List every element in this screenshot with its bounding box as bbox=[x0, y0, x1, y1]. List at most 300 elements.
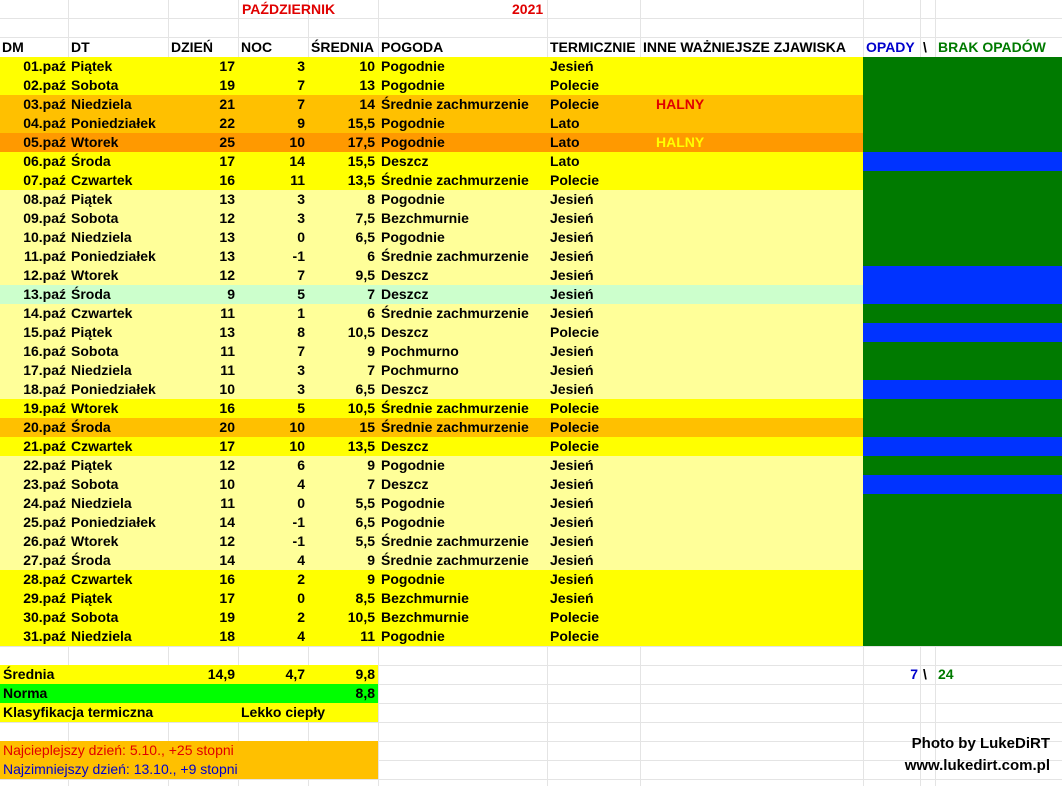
weekday-cell[interactable]: Niedziela bbox=[71, 495, 132, 511]
header-dm[interactable]: DM bbox=[2, 39, 24, 55]
header-norain[interactable]: BRAK OPADÓW bbox=[938, 39, 1046, 55]
other-phenomena-cell[interactable] bbox=[643, 418, 863, 437]
thermal-cell[interactable]: Polecie bbox=[550, 324, 600, 340]
other-phenomena-cell[interactable] bbox=[643, 551, 863, 570]
precipitation-cell-rain[interactable] bbox=[863, 475, 1062, 494]
weather-cell[interactable]: Średnie zachmurzenie bbox=[381, 96, 529, 112]
header-day[interactable]: DZIEŃ bbox=[171, 39, 213, 55]
day-temp-cell[interactable]: 20 bbox=[219, 419, 235, 435]
date-cell[interactable]: 18.paź bbox=[23, 381, 66, 397]
day-temp-cell[interactable]: 9 bbox=[227, 286, 235, 302]
other-phenomena-cell[interactable] bbox=[643, 608, 863, 627]
precipitation-cell-rain[interactable] bbox=[863, 285, 1062, 304]
other-phenomena-cell[interactable] bbox=[643, 380, 863, 399]
day-temp-cell[interactable]: 16 bbox=[219, 400, 235, 416]
date-cell[interactable]: 15.paź bbox=[23, 324, 66, 340]
other-phenomena-cell[interactable] bbox=[643, 114, 863, 133]
night-temp-cell[interactable]: 10 bbox=[289, 438, 305, 454]
other-phenomena-cell[interactable] bbox=[643, 209, 863, 228]
norm-value[interactable]: 8,8 bbox=[355, 685, 375, 701]
night-temp-cell[interactable]: -1 bbox=[292, 248, 305, 264]
other-phenomena-cell[interactable] bbox=[643, 57, 863, 76]
table-row[interactable] bbox=[0, 475, 1062, 494]
average-avg[interactable]: 9,8 bbox=[355, 666, 375, 682]
night-temp-cell[interactable]: -1 bbox=[292, 533, 305, 549]
date-cell[interactable]: 06.paź bbox=[23, 153, 66, 169]
table-row[interactable] bbox=[0, 589, 1062, 608]
night-temp-cell[interactable]: 5 bbox=[297, 286, 305, 302]
precipitation-cell-dry[interactable] bbox=[863, 361, 1062, 380]
weather-cell[interactable]: Deszcz bbox=[381, 286, 429, 302]
night-temp-cell[interactable]: 4 bbox=[297, 552, 305, 568]
avg-temp-cell[interactable]: 13,5 bbox=[347, 438, 375, 454]
day-temp-cell[interactable]: 12 bbox=[219, 457, 235, 473]
thermal-cell[interactable]: Jesień bbox=[550, 495, 594, 511]
other-phenomena-cell[interactable] bbox=[643, 589, 863, 608]
date-cell[interactable]: 21.paź bbox=[23, 438, 66, 454]
other-phenomena-cell[interactable] bbox=[643, 361, 863, 380]
precipitation-cell-dry[interactable] bbox=[863, 342, 1062, 361]
thermal-cell[interactable]: Polecie bbox=[550, 419, 600, 435]
day-temp-cell[interactable]: 21 bbox=[219, 96, 235, 112]
weekday-cell[interactable]: Piątek bbox=[71, 191, 113, 207]
night-temp-cell[interactable]: 0 bbox=[297, 229, 305, 245]
day-temp-cell[interactable]: 16 bbox=[219, 571, 235, 587]
thermal-cell[interactable]: Polecie bbox=[550, 77, 600, 93]
date-cell[interactable]: 30.paź bbox=[23, 609, 66, 625]
weather-cell[interactable]: Deszcz bbox=[381, 324, 429, 340]
header-thermal[interactable]: TERMICZNIE bbox=[550, 39, 636, 55]
day-temp-cell[interactable]: 17 bbox=[219, 58, 235, 74]
table-row[interactable] bbox=[0, 266, 1062, 285]
night-temp-cell[interactable]: 2 bbox=[297, 571, 305, 587]
avg-temp-cell[interactable]: 17,5 bbox=[347, 134, 375, 150]
day-temp-cell[interactable]: 17 bbox=[219, 153, 235, 169]
other-phenomena-cell[interactable] bbox=[643, 627, 863, 646]
night-temp-cell[interactable]: 3 bbox=[297, 381, 305, 397]
thermal-cell[interactable]: Jesień bbox=[550, 305, 594, 321]
avg-temp-cell[interactable]: 13 bbox=[359, 77, 375, 93]
table-row[interactable] bbox=[0, 456, 1062, 475]
weekday-cell[interactable]: Poniedziałek bbox=[71, 381, 156, 397]
precipitation-cell-rain[interactable] bbox=[863, 437, 1062, 456]
header-dt[interactable]: DT bbox=[71, 39, 90, 55]
day-temp-cell[interactable]: 11 bbox=[220, 343, 235, 359]
weekday-cell[interactable]: Wtorek bbox=[71, 134, 119, 150]
day-temp-cell[interactable]: 25 bbox=[219, 134, 235, 150]
precipitation-cell-dry[interactable] bbox=[863, 551, 1062, 570]
thermal-cell[interactable]: Lato bbox=[550, 115, 580, 131]
day-temp-cell[interactable]: 22 bbox=[219, 115, 235, 131]
other-phenomena-cell[interactable] bbox=[643, 152, 863, 171]
table-row[interactable] bbox=[0, 304, 1062, 323]
date-cell[interactable]: 17.paź bbox=[23, 362, 66, 378]
night-temp-cell[interactable]: 3 bbox=[297, 58, 305, 74]
day-temp-cell[interactable]: 14 bbox=[219, 514, 235, 530]
weather-cell[interactable]: Pogodnie bbox=[381, 58, 445, 74]
day-temp-cell[interactable]: 19 bbox=[219, 77, 235, 93]
table-row[interactable] bbox=[0, 152, 1062, 171]
date-cell[interactable]: 10.paź bbox=[23, 229, 66, 245]
weekday-cell[interactable]: Piątek bbox=[71, 324, 113, 340]
day-temp-cell[interactable]: 17 bbox=[219, 590, 235, 606]
precipitation-cell-dry[interactable] bbox=[863, 228, 1062, 247]
avg-temp-cell[interactable]: 6 bbox=[367, 248, 375, 264]
date-cell[interactable]: 20.paź bbox=[23, 419, 66, 435]
table-row[interactable] bbox=[0, 418, 1062, 437]
table-row[interactable] bbox=[0, 399, 1062, 418]
weather-cell[interactable]: Pochmurno bbox=[381, 343, 459, 359]
weather-cell[interactable]: Średnie zachmurzenie bbox=[381, 533, 529, 549]
other-phenomena-cell[interactable] bbox=[643, 456, 863, 475]
night-temp-cell[interactable]: 8 bbox=[297, 324, 305, 340]
weather-cell[interactable]: Pogodnie bbox=[381, 571, 445, 587]
day-temp-cell[interactable]: 13 bbox=[219, 248, 235, 264]
other-phenomena-cell[interactable] bbox=[643, 76, 863, 95]
night-temp-cell[interactable]: 6 bbox=[297, 457, 305, 473]
date-cell[interactable]: 27.paź bbox=[23, 552, 66, 568]
weather-cell[interactable]: Bezchmurnie bbox=[381, 590, 469, 606]
table-row[interactable] bbox=[0, 133, 1062, 152]
weekday-cell[interactable]: Środa bbox=[71, 153, 111, 169]
thermal-cell[interactable]: Polecie bbox=[550, 400, 600, 416]
night-temp-cell[interactable]: 4 bbox=[297, 628, 305, 644]
night-temp-cell[interactable]: 7 bbox=[297, 343, 305, 359]
header-other[interactable]: INNE WAŻNIEJSZE ZJAWISKA bbox=[643, 39, 847, 55]
other-phenomena-cell[interactable] bbox=[643, 190, 863, 209]
other-phenomena-cell[interactable] bbox=[643, 437, 863, 456]
other-phenomena-cell[interactable] bbox=[643, 171, 863, 190]
weather-cell[interactable]: Pogodnie bbox=[381, 495, 445, 511]
precipitation-cell-dry[interactable] bbox=[863, 627, 1062, 646]
avg-temp-cell[interactable]: 9 bbox=[367, 457, 375, 473]
other-phenomena-cell[interactable] bbox=[643, 399, 863, 418]
thermal-cell[interactable]: Jesień bbox=[550, 229, 594, 245]
avg-temp-cell[interactable]: 15,5 bbox=[347, 153, 375, 169]
thermal-cell[interactable]: Jesień bbox=[550, 248, 594, 264]
weekday-cell[interactable]: Niedziela bbox=[71, 96, 132, 112]
avg-temp-cell[interactable]: 9,5 bbox=[355, 267, 375, 283]
date-cell[interactable]: 31.paź bbox=[23, 628, 66, 644]
table-row[interactable] bbox=[0, 380, 1062, 399]
precipitation-cell-dry[interactable] bbox=[863, 456, 1062, 475]
precipitation-cell-dry[interactable] bbox=[863, 209, 1062, 228]
night-temp-cell[interactable]: 4 bbox=[297, 476, 305, 492]
precipitation-cell-dry[interactable] bbox=[863, 513, 1062, 532]
header-night[interactable]: NOC bbox=[241, 39, 273, 55]
weather-cell[interactable]: Średnie zachmurzenie bbox=[381, 552, 529, 568]
date-cell[interactable]: 03.paź bbox=[23, 96, 66, 112]
day-temp-cell[interactable]: 16 bbox=[219, 172, 235, 188]
night-temp-cell[interactable]: -1 bbox=[292, 514, 305, 530]
table-row[interactable] bbox=[0, 247, 1062, 266]
date-cell[interactable]: 02.paź bbox=[23, 77, 66, 93]
precipitation-cell-dry[interactable] bbox=[863, 532, 1062, 551]
avg-temp-cell[interactable]: 10,5 bbox=[347, 400, 375, 416]
table-row[interactable] bbox=[0, 209, 1062, 228]
date-cell[interactable]: 29.paź bbox=[23, 590, 66, 606]
table-row[interactable] bbox=[0, 532, 1062, 551]
table-row[interactable] bbox=[0, 57, 1062, 76]
table-row[interactable] bbox=[0, 323, 1062, 342]
other-phenomena-cell[interactable] bbox=[643, 323, 863, 342]
weather-cell[interactable]: Pogodnie bbox=[381, 115, 445, 131]
other-phenomena-cell[interactable] bbox=[643, 513, 863, 532]
weekday-cell[interactable]: Wtorek bbox=[71, 533, 119, 549]
day-temp-cell[interactable]: 19 bbox=[219, 609, 235, 625]
avg-temp-cell[interactable]: 7 bbox=[367, 362, 375, 378]
thermal-cell[interactable]: Jesień bbox=[550, 191, 594, 207]
table-row[interactable] bbox=[0, 171, 1062, 190]
night-temp-cell[interactable]: 7 bbox=[297, 96, 305, 112]
weather-cell[interactable]: Deszcz bbox=[381, 476, 429, 492]
thermal-cell[interactable]: Jesień bbox=[550, 514, 594, 530]
avg-temp-cell[interactable]: 15,5 bbox=[347, 115, 375, 131]
weekday-cell[interactable]: Sobota bbox=[71, 476, 119, 492]
table-row[interactable] bbox=[0, 551, 1062, 570]
weather-cell[interactable]: Średnie zachmurzenie bbox=[381, 419, 529, 435]
weekday-cell[interactable]: Sobota bbox=[71, 343, 119, 359]
date-cell[interactable]: 26.paź bbox=[23, 533, 66, 549]
thermal-cell[interactable]: Jesień bbox=[550, 210, 594, 226]
date-cell[interactable]: 11.paź bbox=[23, 248, 66, 264]
date-cell[interactable]: 09.paź bbox=[23, 210, 66, 226]
night-temp-cell[interactable]: 0 bbox=[297, 590, 305, 606]
thermal-cell[interactable]: Jesień bbox=[550, 286, 594, 302]
header-rain[interactable]: OPADY bbox=[866, 39, 915, 55]
avg-temp-cell[interactable]: 10 bbox=[359, 58, 375, 74]
weather-cell[interactable]: Bezchmurnie bbox=[381, 609, 469, 625]
date-cell[interactable]: 24.paź bbox=[23, 495, 66, 511]
date-cell[interactable]: 23.paź bbox=[23, 476, 66, 492]
weather-cell[interactable]: Pogodnie bbox=[381, 229, 445, 245]
thermal-cell[interactable]: Lato bbox=[550, 153, 580, 169]
table-row[interactable] bbox=[0, 76, 1062, 95]
day-temp-cell[interactable]: 13 bbox=[219, 191, 235, 207]
precipitation-cell-dry[interactable] bbox=[863, 76, 1062, 95]
thermal-cell[interactable]: Jesień bbox=[550, 267, 594, 283]
avg-temp-cell[interactable]: 10,5 bbox=[347, 324, 375, 340]
weekday-cell[interactable]: Niedziela bbox=[71, 628, 132, 644]
avg-temp-cell[interactable]: 14 bbox=[359, 96, 375, 112]
weather-cell[interactable]: Średnie zachmurzenie bbox=[381, 305, 529, 321]
weather-cell[interactable]: Średnie zachmurzenie bbox=[381, 248, 529, 264]
thermal-cell[interactable]: Jesień bbox=[550, 533, 594, 549]
other-phenomena-cell[interactable] bbox=[643, 266, 863, 285]
precipitation-cell-dry[interactable] bbox=[863, 494, 1062, 513]
avg-temp-cell[interactable]: 13,5 bbox=[347, 172, 375, 188]
weekday-cell[interactable]: Sobota bbox=[71, 609, 119, 625]
table-row[interactable] bbox=[0, 190, 1062, 209]
date-cell[interactable]: 19.paź bbox=[23, 400, 66, 416]
classification-value[interactable]: Lekko ciepły bbox=[241, 704, 326, 720]
day-temp-cell[interactable]: 14 bbox=[219, 552, 235, 568]
other-phenomena-cell[interactable]: HALNY bbox=[656, 96, 705, 112]
table-row[interactable] bbox=[0, 570, 1062, 589]
night-temp-cell[interactable]: 10 bbox=[289, 419, 305, 435]
precipitation-cell-dry[interactable] bbox=[863, 114, 1062, 133]
header-avg[interactable]: ŚREDNIA bbox=[311, 39, 375, 55]
date-cell[interactable]: 16.paź bbox=[23, 343, 66, 359]
night-temp-cell[interactable]: 9 bbox=[297, 115, 305, 131]
date-cell[interactable]: 04.paź bbox=[23, 115, 66, 131]
avg-temp-cell[interactable]: 6,5 bbox=[355, 381, 375, 397]
night-temp-cell[interactable]: 11 bbox=[290, 172, 305, 188]
weather-cell[interactable]: Pogodnie bbox=[381, 134, 445, 150]
precipitation-cell-dry[interactable] bbox=[863, 95, 1062, 114]
thermal-cell[interactable]: Jesień bbox=[550, 457, 594, 473]
other-phenomena-cell[interactable]: HALNY bbox=[656, 134, 705, 150]
weekday-cell[interactable]: Sobota bbox=[71, 210, 119, 226]
weather-cell[interactable]: Pogodnie bbox=[381, 628, 445, 644]
weather-cell[interactable]: Średnie zachmurzenie bbox=[381, 400, 529, 416]
day-temp-cell[interactable]: 12 bbox=[219, 210, 235, 226]
other-phenomena-cell[interactable] bbox=[643, 304, 863, 323]
night-temp-cell[interactable]: 3 bbox=[297, 191, 305, 207]
other-phenomena-cell[interactable] bbox=[643, 342, 863, 361]
header-weather[interactable]: POGODA bbox=[381, 39, 444, 55]
weather-cell[interactable]: Pogodnie bbox=[381, 514, 445, 530]
weekday-cell[interactable]: Piątek bbox=[71, 590, 113, 606]
night-temp-cell[interactable]: 0 bbox=[297, 495, 305, 511]
weekday-cell[interactable]: Środa bbox=[71, 419, 111, 435]
thermal-cell[interactable]: Polecie bbox=[550, 172, 600, 188]
night-temp-cell[interactable]: 5 bbox=[297, 400, 305, 416]
date-cell[interactable]: 25.paź bbox=[23, 514, 66, 530]
precipitation-cell-dry[interactable] bbox=[863, 418, 1062, 437]
date-cell[interactable]: 28.paź bbox=[23, 571, 66, 587]
precipitation-cell-dry[interactable] bbox=[863, 57, 1062, 76]
thermal-cell[interactable]: Jesień bbox=[550, 362, 594, 378]
date-cell[interactable]: 07.paź bbox=[23, 172, 66, 188]
table-row[interactable] bbox=[0, 285, 1062, 304]
thermal-cell[interactable]: Lato bbox=[550, 134, 580, 150]
date-cell[interactable]: 08.paź bbox=[23, 191, 66, 207]
precipitation-cell-dry[interactable] bbox=[863, 304, 1062, 323]
avg-temp-cell[interactable]: 9 bbox=[367, 343, 375, 359]
weather-cell[interactable]: Pogodnie bbox=[381, 77, 445, 93]
table-row[interactable] bbox=[0, 437, 1062, 456]
night-temp-cell[interactable]: 7 bbox=[297, 267, 305, 283]
weekday-cell[interactable]: Poniedziałek bbox=[71, 115, 156, 131]
thermal-cell[interactable]: Jesień bbox=[550, 590, 594, 606]
weekday-cell[interactable]: Poniedziałek bbox=[71, 514, 156, 530]
weekday-cell[interactable]: Czwartek bbox=[71, 305, 133, 321]
weekday-cell[interactable]: Wtorek bbox=[71, 400, 119, 416]
weather-cell[interactable]: Bezchmurnie bbox=[381, 210, 469, 226]
day-temp-cell[interactable]: 10 bbox=[219, 381, 235, 397]
table-row[interactable] bbox=[0, 228, 1062, 247]
weekday-cell[interactable]: Piątek bbox=[71, 58, 113, 74]
precipitation-cell-dry[interactable] bbox=[863, 399, 1062, 418]
night-temp-cell[interactable]: 14 bbox=[289, 153, 305, 169]
table-row[interactable] bbox=[0, 494, 1062, 513]
avg-temp-cell[interactable]: 15 bbox=[359, 419, 375, 435]
weekday-cell[interactable]: Poniedziałek bbox=[71, 248, 156, 264]
precipitation-cell-dry[interactable] bbox=[863, 171, 1062, 190]
precipitation-cell-rain[interactable] bbox=[863, 152, 1062, 171]
precipitation-cell-rain[interactable] bbox=[863, 380, 1062, 399]
table-row[interactable] bbox=[0, 114, 1062, 133]
date-cell[interactable]: 14.paź bbox=[23, 305, 66, 321]
thermal-cell[interactable]: Polecie bbox=[550, 438, 600, 454]
avg-temp-cell[interactable]: 6,5 bbox=[355, 229, 375, 245]
weekday-cell[interactable]: Niedziela bbox=[71, 362, 132, 378]
date-cell[interactable]: 12.paź bbox=[23, 267, 66, 283]
avg-temp-cell[interactable]: 7,5 bbox=[355, 210, 375, 226]
avg-temp-cell[interactable]: 8,5 bbox=[355, 590, 375, 606]
avg-temp-cell[interactable]: 10,5 bbox=[347, 609, 375, 625]
weekday-cell[interactable]: Czwartek bbox=[71, 438, 133, 454]
day-temp-cell[interactable]: 12 bbox=[219, 267, 235, 283]
thermal-cell[interactable]: Polecie bbox=[550, 96, 600, 112]
precipitation-cell-dry[interactable] bbox=[863, 608, 1062, 627]
date-cell[interactable]: 13.paź bbox=[23, 286, 66, 302]
night-temp-cell[interactable]: 3 bbox=[297, 210, 305, 226]
night-temp-cell[interactable]: 2 bbox=[297, 609, 305, 625]
thermal-cell[interactable]: Jesień bbox=[550, 58, 594, 74]
weather-cell[interactable]: Deszcz bbox=[381, 267, 429, 283]
precipitation-cell-dry[interactable] bbox=[863, 190, 1062, 209]
avg-temp-cell[interactable]: 5,5 bbox=[355, 533, 375, 549]
other-phenomena-cell[interactable] bbox=[643, 570, 863, 589]
weekday-cell[interactable]: Środa bbox=[71, 286, 111, 302]
precipitation-cell-dry[interactable] bbox=[863, 133, 1062, 152]
avg-temp-cell[interactable]: 5,5 bbox=[355, 495, 375, 511]
weekday-cell[interactable]: Środa bbox=[71, 552, 111, 568]
day-temp-cell[interactable]: 13 bbox=[219, 324, 235, 340]
avg-temp-cell[interactable]: 6,5 bbox=[355, 514, 375, 530]
thermal-cell[interactable]: Jesień bbox=[550, 476, 594, 492]
day-temp-cell[interactable]: 18 bbox=[219, 628, 235, 644]
day-temp-cell[interactable]: 11 bbox=[220, 362, 235, 378]
avg-temp-cell[interactable]: 7 bbox=[367, 476, 375, 492]
day-temp-cell[interactable]: 17 bbox=[219, 438, 235, 454]
other-phenomena-cell[interactable] bbox=[643, 228, 863, 247]
day-temp-cell[interactable]: 11 bbox=[220, 305, 235, 321]
weekday-cell[interactable]: Wtorek bbox=[71, 267, 119, 283]
thermal-cell[interactable]: Polecie bbox=[550, 628, 600, 644]
precipitation-cell-dry[interactable] bbox=[863, 570, 1062, 589]
night-temp-cell[interactable]: 10 bbox=[289, 134, 305, 150]
day-temp-cell[interactable]: 12 bbox=[219, 533, 235, 549]
night-temp-cell[interactable]: 7 bbox=[297, 77, 305, 93]
avg-temp-cell[interactable]: 9 bbox=[367, 552, 375, 568]
table-row[interactable] bbox=[0, 342, 1062, 361]
weather-cell[interactable]: Deszcz bbox=[381, 153, 429, 169]
date-cell[interactable]: 22.paź bbox=[23, 457, 66, 473]
weather-cell[interactable]: Pogodnie bbox=[381, 191, 445, 207]
precipitation-cell-dry[interactable] bbox=[863, 247, 1062, 266]
other-phenomena-cell[interactable] bbox=[643, 532, 863, 551]
thermal-cell[interactable]: Jesień bbox=[550, 571, 594, 587]
weather-cell[interactable]: Pogodnie bbox=[381, 457, 445, 473]
precipitation-cell-rain[interactable] bbox=[863, 323, 1062, 342]
average-day[interactable]: 14,9 bbox=[207, 666, 235, 682]
weekday-cell[interactable]: Sobota bbox=[71, 77, 119, 93]
weather-cell[interactable]: Średnie zachmurzenie bbox=[381, 172, 529, 188]
date-cell[interactable]: 01.paź bbox=[23, 58, 66, 74]
thermal-cell[interactable]: Jesień bbox=[550, 381, 594, 397]
other-phenomena-cell[interactable] bbox=[643, 494, 863, 513]
weekday-cell[interactable]: Czwartek bbox=[71, 571, 133, 587]
weather-cell[interactable]: Deszcz bbox=[381, 381, 429, 397]
night-temp-cell[interactable]: 1 bbox=[297, 305, 305, 321]
other-phenomena-cell[interactable] bbox=[643, 247, 863, 266]
day-temp-cell[interactable]: 13 bbox=[219, 229, 235, 245]
table-row[interactable] bbox=[0, 627, 1062, 646]
avg-temp-cell[interactable]: 7 bbox=[367, 286, 375, 302]
